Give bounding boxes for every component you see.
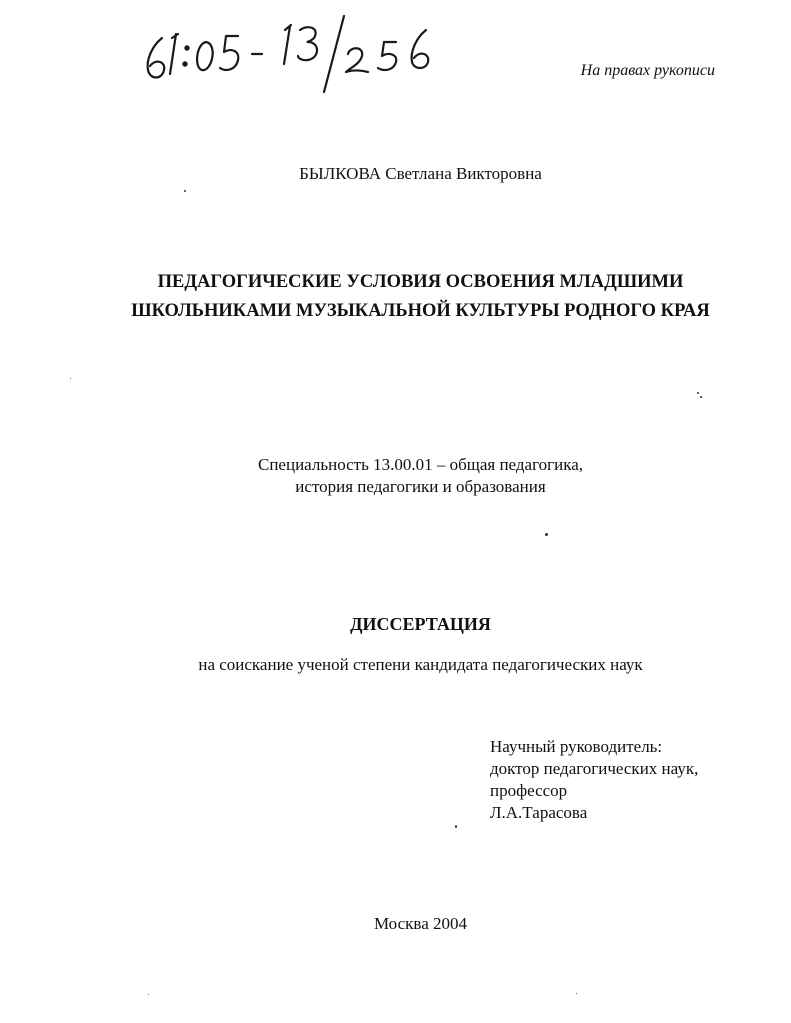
scan-speck — [576, 993, 577, 994]
specialty-line-1: Специальность 13.00.01 – общая педагогика, — [258, 455, 583, 474]
document-type: ДИССЕРТАЦИЯ — [350, 614, 491, 634]
supervisor-block — [490, 736, 698, 824]
supervisor-role: Научный руководитель: — [490, 737, 663, 756]
scan-speck — [184, 190, 186, 192]
specialty-line-2: история педагогики и образования — [295, 477, 546, 496]
degree-statement: на соискание ученой степени кандидата педагогических наук — [198, 655, 643, 674]
scan-speck — [148, 994, 149, 995]
scan-speck — [697, 392, 699, 394]
supervisor-name: Л.А.Тарасова — [490, 803, 588, 822]
title-line-1: ПЕДАГОГИЧЕСКИЕ УСЛОВИЯ ОСВОЕНИЯ МЛАДШИМИ — [157, 272, 684, 292]
rights-notice: На правах рукописи — [580, 62, 715, 79]
title-line-2: ШКОЛЬНИКАМИ МУЗЫКАЛЬНОЙ КУЛЬТУРЫ РОДНОГО КРАЯ — [131, 301, 710, 321]
supervisor-rank: профессор — [490, 781, 568, 800]
scan-speck — [545, 533, 548, 536]
dissertation-title — [0, 268, 791, 326]
scan-speck — [455, 825, 457, 828]
specialty-block — [0, 454, 791, 498]
scan-speck — [70, 378, 71, 379]
supervisor-degree: доктор педагогических наук, — [490, 759, 699, 778]
author-name: БЫЛКОВА Светлана Викторовна — [299, 164, 542, 183]
handwritten-registration-code — [140, 8, 480, 98]
scan-speck — [700, 396, 702, 398]
city-year: Москва 2004 — [373, 914, 468, 933]
